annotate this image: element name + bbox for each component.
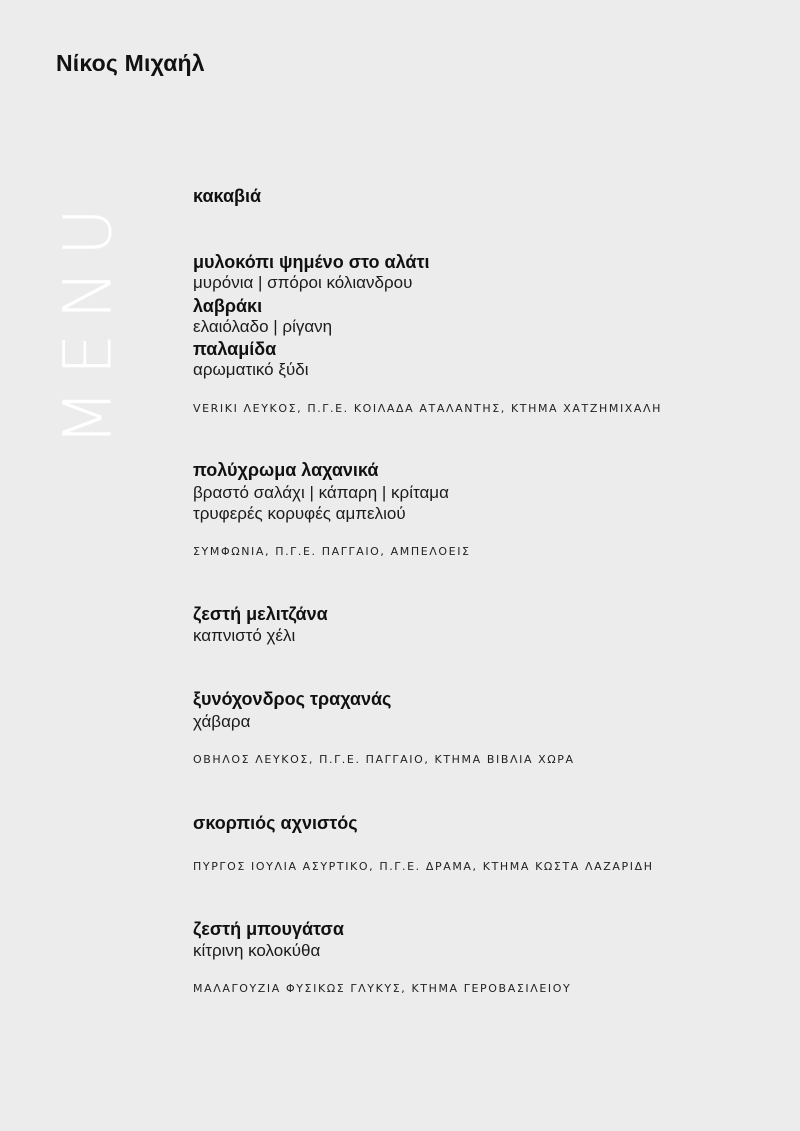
dish-description: μυρόνια | σπόροι κόλιανδρου (193, 273, 413, 292)
wine-pairing: ΜΑΛΑΓΟΥΖΙΑ ΦΥΣΙΚΩΣ ΓΛΥΚΥΣ, ΚΤΗΜΑ ΓΕΡΟΒΑΣΙΛΕΙΟΥ (193, 982, 572, 995)
dish-description: αρωματικό ξύδι (193, 360, 309, 379)
wine-pairing: VERIKI ΛΕΥΚΟΣ, Π.Γ.Ε. ΚΟΙΛΑΔΑ ΑΤΑΛΑΝΤΗΣ, ΚΤΗΜΑ ΧΑΤΖΗΜΙΧΑΛΗ (193, 402, 663, 415)
wine-pairing: ΠΥΡΓΟΣ ΙΟΥΛΙΑ ΑΣΥΡΤΙΚΟ, Π.Γ.Ε. ΔΡΑΜΑ, ΚΤΗΜΑ ΚΩΣΤΑ ΛΑΖΑΡΙΔΗ (193, 860, 654, 873)
dish-name: πολύχρωμα λαχανικά (193, 460, 379, 480)
dish-description: καπνιστό χέλι (193, 626, 296, 645)
dish-name: κακαβιά (193, 186, 262, 206)
wine-pairing: ΟΒΗΛΟΣ ΛΕΥΚΟΣ, Π.Γ.Ε. ΠΑΓΓΑΙΟ, ΚΤΗΜΑ ΒΙΒΛΙΑ ΧΩΡΑ (193, 753, 575, 766)
menu-vertical-text: MENU (49, 193, 127, 447)
dish-description: ελαιόλαδο | ρίγανη (193, 317, 333, 336)
menu-vertical-label (49, 190, 127, 450)
dish-description: κίτρινη κολοκύθα (193, 941, 321, 960)
dish-description: βραστό σαλάχι | κάπαρη | κρίταμα (193, 483, 449, 502)
dish-name: ξυνόχονδρος τραχανάς (193, 689, 392, 709)
dish-name: ζεστή μελιτζάνα (193, 604, 328, 624)
wine-pairing: ΣΥΜΦΩΝΙΑ, Π.Γ.Ε. ΠΑΓΓΑΙΟ, ΑΜΠΕΛΟΕΙΣ (193, 545, 471, 558)
dish-name: μυλοκόπι ψημένο στο αλάτι (193, 252, 430, 272)
chef-name: Νίκος Μιχαήλ (56, 50, 205, 76)
dish-description: τρυφερές κορυφές αμπελιού (193, 504, 406, 523)
dish-name: παλαμίδα (193, 339, 277, 359)
dish-name: ζεστή μπουγάτσα (193, 919, 344, 939)
dish-name: λαβράκι (193, 296, 263, 316)
menu-list (193, 0, 773, 1131)
dish-description: χάβαρα (193, 712, 251, 731)
dish-name: σκορπιός αχνιστός (193, 813, 358, 833)
